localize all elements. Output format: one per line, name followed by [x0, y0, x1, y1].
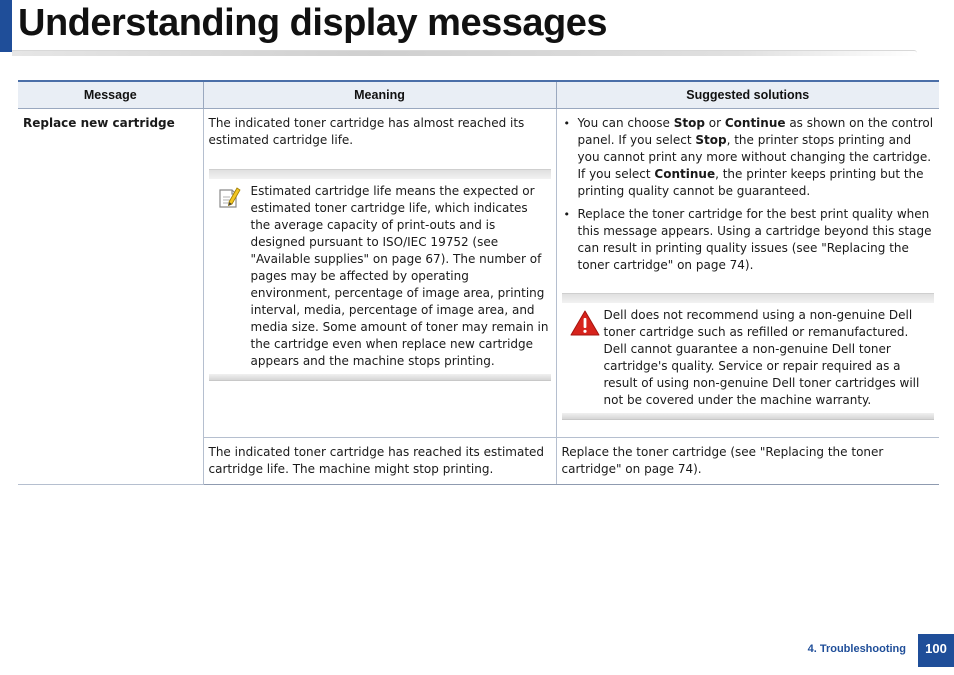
meaning-cell	[203, 108, 556, 437]
note-rule-bottom	[209, 374, 551, 381]
solution-text: , the printer stops printing and you cannot print any more without changing the cartridge. If you select	[577, 132, 932, 181]
solution-text: as shown on the control panel. If you select	[577, 115, 934, 147]
solution-text: Replace the toner cartridge for the best print quality when this message appears. Using a cartridge beyond this stage can result in printing quality issues (see "Replacing the toner cartridge" on page 74).	[577, 206, 932, 272]
footer-section-label: 4. Troubleshooting	[807, 643, 906, 655]
display-messages-table	[18, 80, 939, 485]
warning-box	[562, 293, 935, 420]
solution-text: or	[704, 115, 725, 130]
warning-text: Dell does not recommend using a non-genuine Dell toner cartridge such as refilled or remanufactured. Dell cannot guarantee a non-genuine Dell toner cartridge's quality. Service or repair required as a result of using non-genuine Dell toner cartridges will not be covered under the machine warranty.	[603, 307, 920, 407]
header-message: Message	[18, 81, 203, 108]
solutions-list	[562, 115, 935, 274]
warning-rule-top	[562, 293, 935, 303]
message-name: Replace new cartridge	[23, 115, 175, 130]
list-item	[562, 206, 935, 274]
solutions-cell	[556, 437, 939, 484]
stop-option-label: Stop	[695, 132, 727, 147]
note-rule-top	[209, 169, 551, 179]
continue-option-label: Continue	[654, 166, 716, 181]
table-header-row	[18, 81, 939, 108]
header-suggested-solutions: Suggested solutions	[556, 81, 939, 108]
table-row	[18, 108, 939, 437]
warning-rule-bottom	[562, 413, 935, 420]
note-text: Estimated cartridge life means the expected or estimated toner cartridge life, which indicates the average capacity of print-outs and is designed pursuant to ISO/IEC 19752 (see "Available supplies" on page 67). The number of pages may be affected by operating environment, percentage of image area, printing interval, media, percentage of image area, and media size. Some amount of toner may remain in the cartridge even when replace new cartridge appears and the machine stops printing.	[250, 183, 549, 368]
title-accent-bar	[0, 0, 12, 52]
solutions-cell	[556, 108, 939, 437]
meaning-text: The indicated toner cartridge has almost reached its estimated cartridge life.	[208, 115, 525, 147]
note-box	[209, 169, 551, 381]
title-underline	[12, 50, 917, 56]
warning-content	[562, 303, 935, 413]
continue-option-label: Continue	[724, 115, 786, 130]
message-cell	[18, 108, 203, 484]
meaning-text: The indicated toner cartridge has reached its estimated cartridge life. The machine might stop printing.	[208, 444, 545, 476]
stop-option-label: Stop	[673, 115, 705, 130]
solution-text: Replace the toner cartridge (see "Replacing the toner cartridge" on page 74).	[561, 444, 884, 476]
list-item	[562, 115, 935, 200]
solution-text: , the printer keeps printing but the printing quality cannot be guaranteed.	[577, 166, 924, 198]
solution-text: You can choose	[577, 115, 674, 130]
note-pencil-icon	[217, 183, 251, 211]
warning-triangle-icon	[570, 307, 604, 335]
page-number: 100	[918, 634, 954, 667]
meaning-cell	[203, 437, 556, 484]
page-title: Understanding display messages	[18, 2, 607, 44]
header-meaning: Meaning	[203, 81, 556, 108]
note-content	[209, 179, 551, 374]
